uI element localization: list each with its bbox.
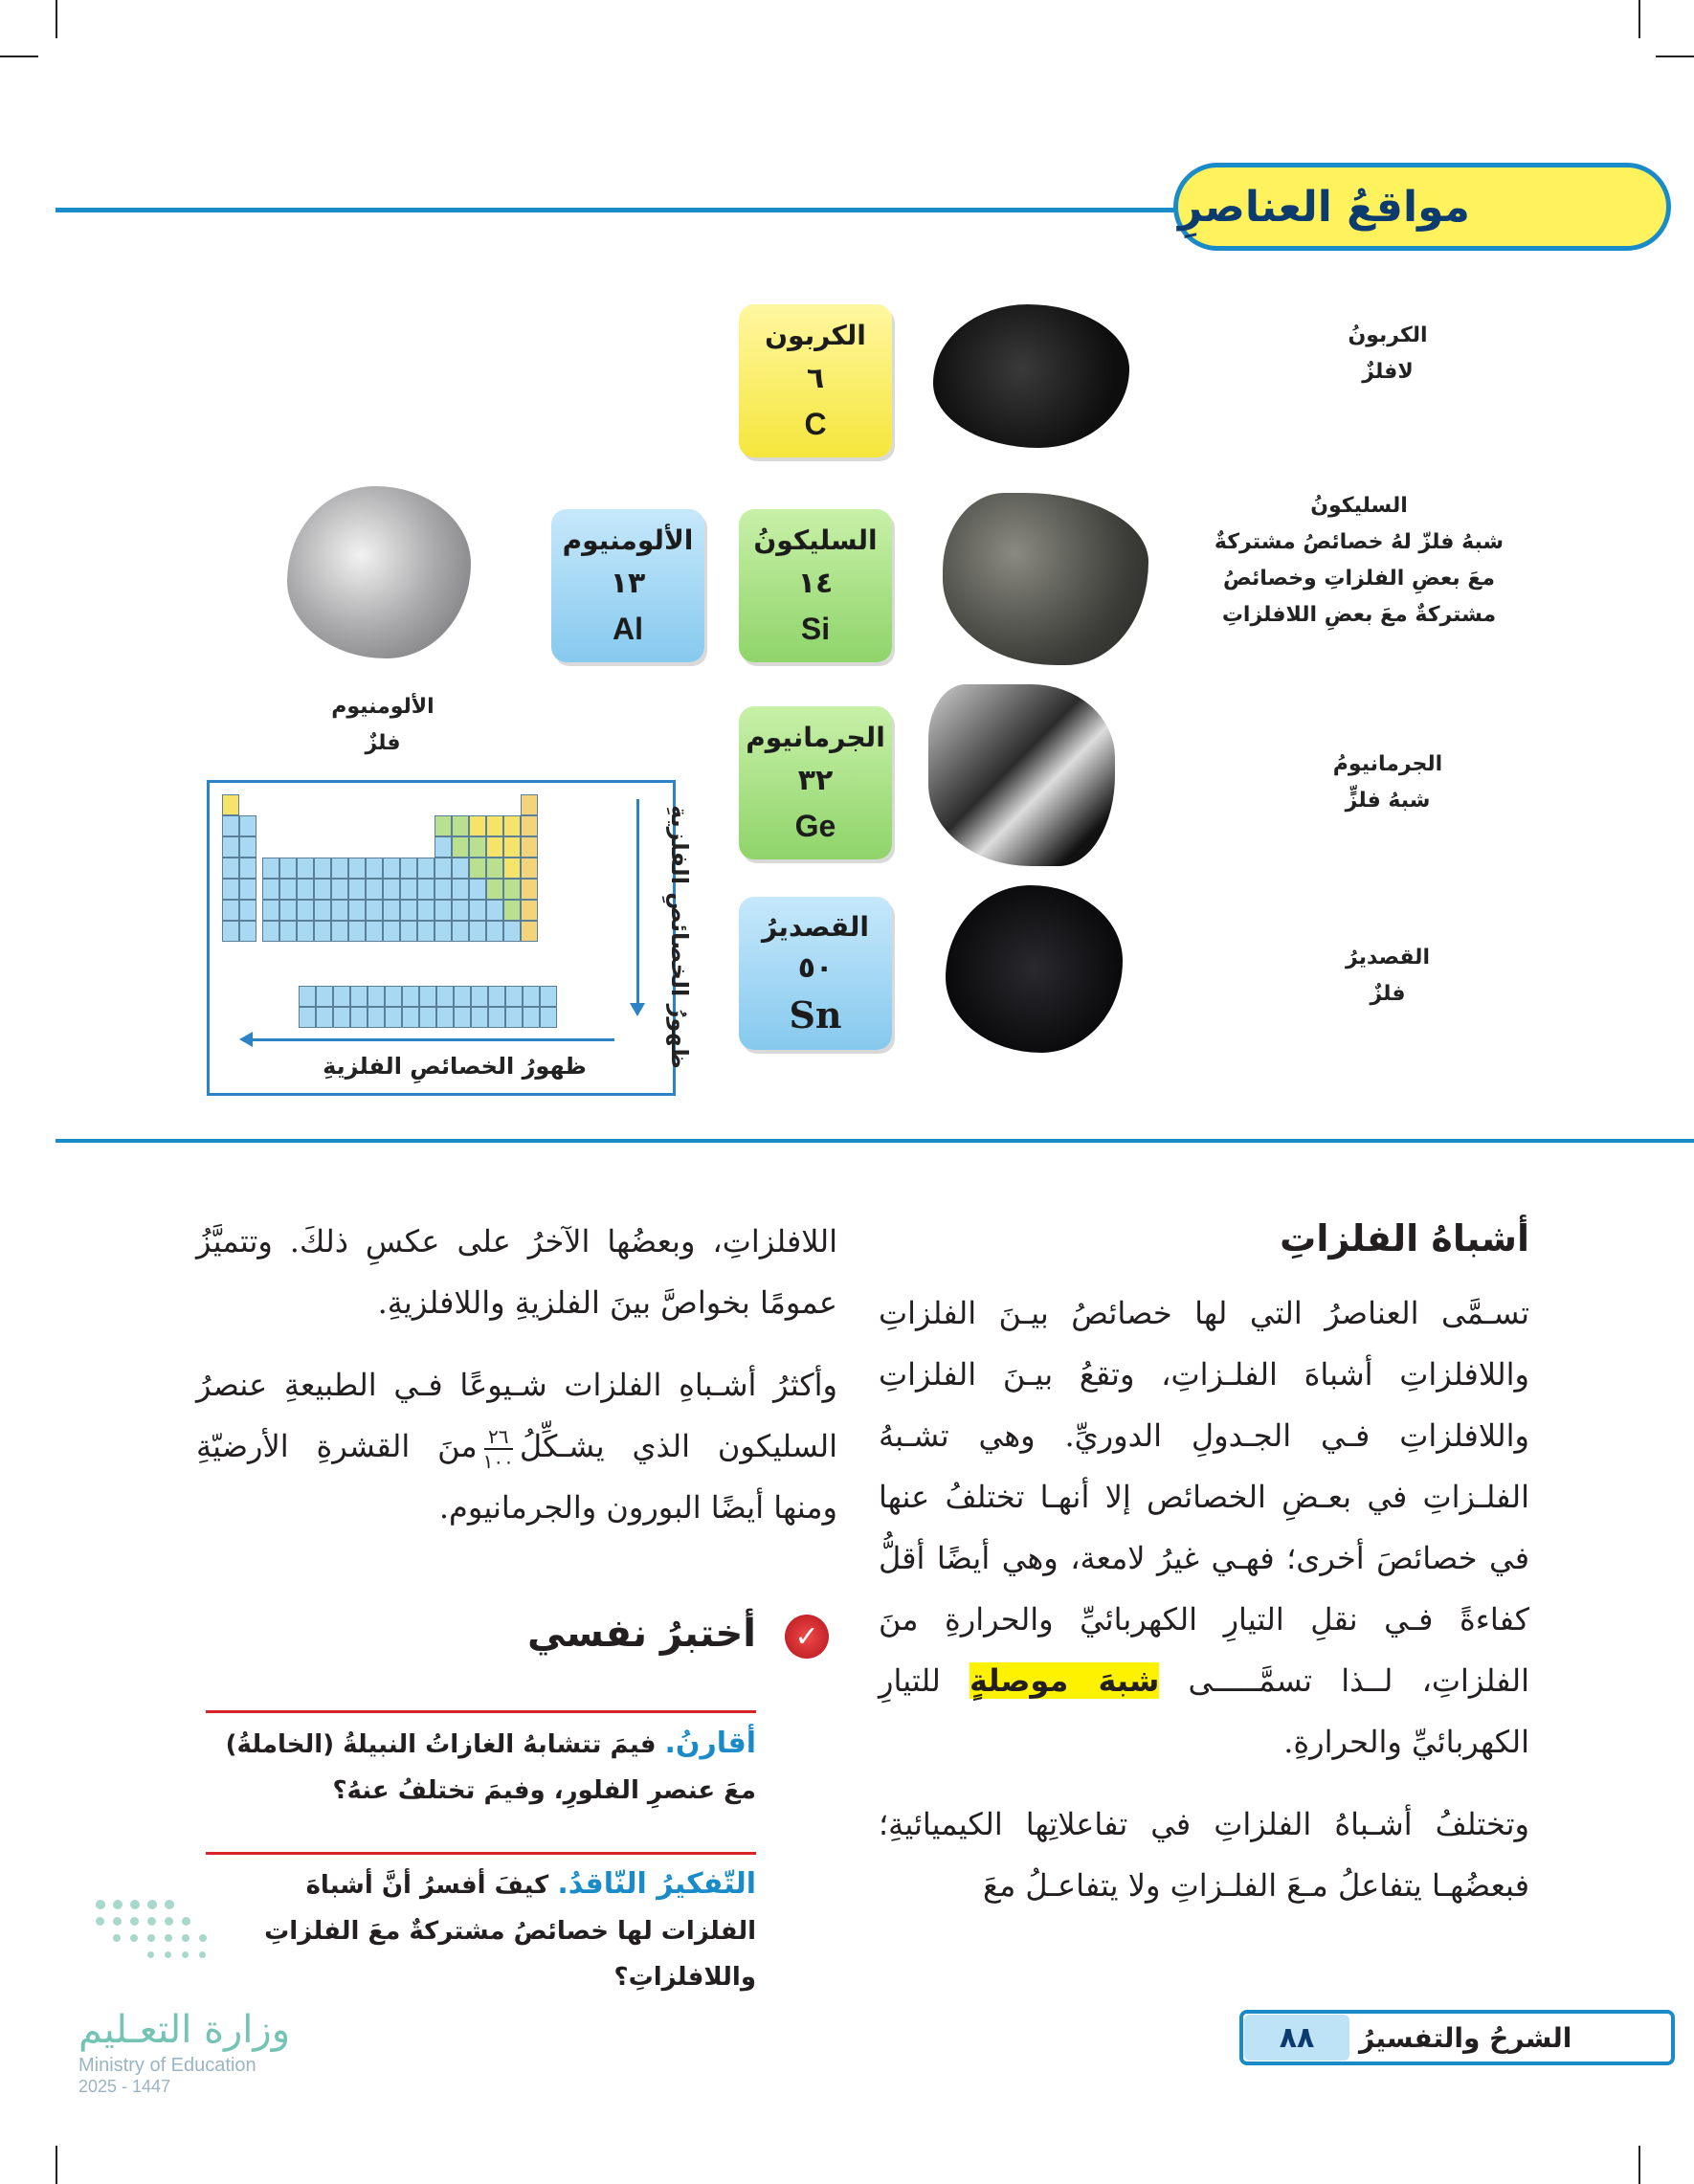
table-cell xyxy=(419,1007,436,1028)
paragraph xyxy=(196,1354,837,1538)
table-cell xyxy=(348,858,366,879)
table-cell xyxy=(222,900,239,921)
table-cell xyxy=(488,1007,505,1028)
ministry-name-en: Ministry of Education xyxy=(78,2055,256,2076)
table-cell xyxy=(279,921,297,942)
table-cell xyxy=(314,900,331,921)
right-column-text xyxy=(879,1282,1529,1937)
caption-line: الجرمانيومُ xyxy=(1332,752,1443,776)
fraction-denominator: ١٠٠ xyxy=(482,1449,514,1473)
table-cell xyxy=(454,1007,471,1028)
crop-mark xyxy=(56,2146,57,2184)
table-cell xyxy=(417,879,435,900)
element-name: الألومنيوم xyxy=(562,524,694,556)
table-cell xyxy=(262,900,279,921)
table-cell xyxy=(316,1007,333,1028)
table-cell xyxy=(366,879,383,900)
table-cell xyxy=(417,900,435,921)
table-cell xyxy=(366,858,383,879)
caption-line: معَ بعضِ الفلزاتِ وخصائصُ xyxy=(1222,567,1495,591)
element-symbol: Sn xyxy=(789,992,842,1036)
element-tile-aluminum xyxy=(551,509,704,662)
table-cell xyxy=(333,1007,350,1028)
table-cell xyxy=(503,836,521,858)
table-cell xyxy=(331,858,348,879)
table-cell xyxy=(417,858,435,879)
table-cell xyxy=(383,858,400,879)
table-cell xyxy=(471,1007,488,1028)
table-cell xyxy=(222,836,239,858)
table-cell xyxy=(523,1007,540,1028)
table-cell xyxy=(262,879,279,900)
table-cell xyxy=(350,1007,368,1028)
table-cell xyxy=(279,900,297,921)
logo-dot xyxy=(96,1900,105,1909)
table-cell xyxy=(299,1007,316,1028)
table-cell xyxy=(521,900,538,921)
element-symbol: C xyxy=(804,407,827,442)
logo-dot xyxy=(199,1934,207,1942)
caption-tin xyxy=(1273,940,1503,1013)
highlighted-term: شبهَ موصلةٍ xyxy=(970,1662,1160,1699)
horizontal-arrow-label: ظهورُ الخصائصِ الفلزيةِ xyxy=(323,1053,587,1080)
table-cell xyxy=(417,921,435,942)
table-cell xyxy=(521,836,538,858)
table-cell xyxy=(383,879,400,900)
table-cell xyxy=(521,921,538,942)
element-number: ٥٠ xyxy=(797,950,834,985)
logo-dot xyxy=(147,1900,157,1909)
element-tile-silicon xyxy=(739,509,892,662)
table-cell xyxy=(316,986,333,1007)
question-text: فيمَ تتشابهُ الغازاتُ النبيلةُ (الخاملةُ) معَ عنصرِ الفلورِ، وفيمَ تختلفُ عنهُ؟ xyxy=(225,1730,756,1805)
table-cell xyxy=(297,879,314,900)
table-cell xyxy=(452,858,469,879)
table-cell xyxy=(505,1007,523,1028)
question-divider xyxy=(206,1710,756,1713)
ministry-name-ar: وزارة التعـليم xyxy=(78,2008,291,2052)
check-icon: ✓ xyxy=(785,1615,829,1659)
silicon-sample-image xyxy=(943,493,1148,665)
crop-mark xyxy=(1638,2146,1640,2184)
table-cell xyxy=(540,986,557,1007)
carbon-sample-image xyxy=(933,304,1129,448)
question-divider xyxy=(206,1852,756,1855)
table-cell xyxy=(419,986,436,1007)
table-cell xyxy=(469,900,486,921)
table-cell xyxy=(486,858,503,879)
table-cell xyxy=(368,986,385,1007)
table-cell xyxy=(279,858,297,879)
table-cell xyxy=(521,879,538,900)
table-cell xyxy=(503,858,521,879)
table-cell xyxy=(436,986,454,1007)
caption-aluminum xyxy=(278,689,488,762)
table-cell xyxy=(540,1007,557,1028)
logo-dot xyxy=(182,1951,189,1958)
table-cell xyxy=(452,879,469,900)
footer-label: الشرحُ والتفسيرُ xyxy=(1359,2021,1572,2054)
logo-dot xyxy=(182,1917,190,1926)
table-cell xyxy=(262,921,279,942)
table-cell xyxy=(239,858,256,879)
table-cell xyxy=(521,794,538,815)
table-cell xyxy=(452,921,469,942)
table-cell xyxy=(400,921,417,942)
aluminum-sample-image xyxy=(287,486,471,658)
logo-dot xyxy=(147,1951,154,1958)
table-cell xyxy=(488,986,505,1007)
table-cell xyxy=(350,986,368,1007)
logo-dot xyxy=(165,1917,173,1926)
table-cell xyxy=(435,879,452,900)
paragraph xyxy=(879,1282,1529,1772)
caption-line: لافلزٌ xyxy=(1362,360,1414,384)
table-cell xyxy=(222,879,239,900)
logo-dot xyxy=(113,1934,121,1942)
logo-dot xyxy=(165,1900,174,1909)
element-symbol: Ge xyxy=(794,809,836,844)
element-name: السليكونُ xyxy=(753,524,878,556)
table-cell xyxy=(469,858,486,879)
element-name: القصديرُ xyxy=(762,910,869,943)
table-cell xyxy=(239,900,256,921)
logo-dot xyxy=(113,1917,122,1926)
caption-line: فلزٌ xyxy=(1370,982,1406,1006)
paragraph-text: وأكثرُ أشـباهِ الفلزات شـيوعًا فـي الطبيعةِ عنصرُ السليكون الذي يشـكِّلُ xyxy=(196,1367,837,1464)
caption-line: فلزٌ xyxy=(365,731,401,755)
divider-rule xyxy=(56,1139,1694,1143)
logo-dot xyxy=(165,1951,171,1958)
left-column-text xyxy=(196,1211,837,1559)
element-symbol: Al xyxy=(613,612,643,647)
table-cell xyxy=(262,858,279,879)
table-cell xyxy=(402,986,419,1007)
fraction xyxy=(483,1425,514,1473)
logo-dot xyxy=(147,1917,156,1926)
table-cell xyxy=(503,815,521,836)
table-cell xyxy=(279,879,297,900)
caption-line: شبهُ فلزٍّ xyxy=(1345,789,1431,813)
table-cell xyxy=(222,815,239,836)
table-cell xyxy=(239,836,256,858)
caption-line: السليكونُ xyxy=(1310,494,1408,518)
element-name: الجرمانيوم xyxy=(746,721,885,753)
header-rule xyxy=(56,208,1185,212)
caption-silicon xyxy=(1196,488,1522,634)
table-cell xyxy=(521,858,538,879)
table-cell xyxy=(400,879,417,900)
table-cell xyxy=(469,836,486,858)
table-cell xyxy=(452,815,469,836)
element-name: الكربون xyxy=(765,319,866,351)
table-cell xyxy=(402,1007,419,1028)
element-tile-carbon xyxy=(739,304,892,457)
element-tile-germanium xyxy=(739,706,892,859)
logo-dot xyxy=(165,1934,172,1942)
table-cell xyxy=(469,815,486,836)
germanium-sample-image xyxy=(928,684,1115,866)
table-cell xyxy=(503,921,521,942)
element-number: ٦ xyxy=(806,362,825,396)
table-cell xyxy=(435,836,452,858)
question-critical-thinking xyxy=(206,1861,756,2000)
table-cell xyxy=(368,1007,385,1028)
caption-line: الكربونُ xyxy=(1348,323,1428,347)
table-cell xyxy=(314,858,331,879)
crop-mark xyxy=(1656,56,1694,57)
self-test-title: أختبرُ نفسي xyxy=(527,1612,756,1656)
crop-mark xyxy=(1638,0,1640,38)
logo-dot xyxy=(130,1900,140,1909)
logo-dot xyxy=(182,1934,189,1942)
table-cell xyxy=(222,794,239,815)
logo-dot xyxy=(130,1917,139,1926)
table-cell xyxy=(297,921,314,942)
logo-dot xyxy=(96,1917,104,1926)
table-cell xyxy=(503,879,521,900)
table-cell xyxy=(503,900,521,921)
question-text: كيفَ أفسرُ أنَّ أشباهَ الفلزات لها خصائصُ مشتركةٌ معَ الفلزاتِ واللافلزاتِ؟ xyxy=(264,1871,756,1992)
table-cell xyxy=(333,986,350,1007)
table-cell xyxy=(297,900,314,921)
caption-line: القصديرُ xyxy=(1346,946,1430,969)
vertical-arrow-label: ظهورُ الخصائصِ الفلزيةِ xyxy=(666,805,693,1069)
element-tile-tin xyxy=(739,897,892,1050)
table-cell xyxy=(400,900,417,921)
table-cell xyxy=(348,879,366,900)
paragraph: اللافلزاتِ، وبعضُها الآخرُ على عكسِ ذلكَ. وتتميَّزُ عمومًا بخواصَّ بينَ الفلزيةِ واللافلزيةِ. xyxy=(196,1223,837,1321)
table-cell xyxy=(297,858,314,879)
table-cell xyxy=(454,986,471,1007)
table-cell xyxy=(385,986,402,1007)
caption-line: شبهُ فلزّ لهُ خصائصُ مشتركةٌ xyxy=(1214,530,1505,554)
table-cell xyxy=(486,815,503,836)
tin-sample-image xyxy=(946,885,1123,1053)
table-cell xyxy=(486,836,503,858)
table-cell xyxy=(452,900,469,921)
table-cell xyxy=(505,986,523,1007)
logo-dot xyxy=(113,1900,123,1909)
ministry-year: 2025 - 1447 xyxy=(78,2077,171,2096)
table-cell xyxy=(469,921,486,942)
table-cell xyxy=(385,1007,402,1028)
table-cell xyxy=(471,986,488,1007)
table-cell xyxy=(436,1007,454,1028)
table-cell xyxy=(331,921,348,942)
table-cell xyxy=(486,921,503,942)
page-title: مواقعُ العناصرِ xyxy=(1178,182,1470,232)
paragraph-text: للتيارِ الكهربائيِّ والحرارةِ. xyxy=(879,1662,1529,1760)
element-number: ١٤ xyxy=(797,567,834,601)
table-cell xyxy=(521,815,538,836)
logo-dot xyxy=(199,1951,206,1958)
page-number: ٨٨ xyxy=(1244,2015,1349,2061)
table-cell xyxy=(383,921,400,942)
table-cell xyxy=(366,921,383,942)
table-cell xyxy=(435,815,452,836)
table-cell xyxy=(486,879,503,900)
table-cell xyxy=(299,986,316,1007)
table-cell xyxy=(222,858,239,879)
vertical-arrow xyxy=(636,799,639,1005)
table-cell xyxy=(435,900,452,921)
table-cell xyxy=(348,900,366,921)
table-cell xyxy=(239,921,256,942)
element-number: ٣٢ xyxy=(797,764,834,798)
table-cell xyxy=(222,921,239,942)
table-cell xyxy=(314,879,331,900)
section-title-tab xyxy=(1173,163,1671,251)
table-cell xyxy=(239,815,256,836)
table-cell xyxy=(435,921,452,942)
caption-line: الألومنيوم xyxy=(331,695,435,719)
paragraph-text: منَ القشرةِ الأرضيّةِ ومنها أيضًا البورون والجرمانيوم. xyxy=(196,1428,837,1526)
paragraph: وتختلفُ أشـباهُ الفلزاتِ في تفاعلاتِها الكيميائيةِ؛ فبعضُهـا يتفاعلُ مـعَ الفلـزاتِ ولا يتفاعـلُ معَ xyxy=(879,1806,1529,1904)
question-compare xyxy=(206,1721,756,1814)
horizontal-arrow xyxy=(251,1038,614,1041)
crop-mark xyxy=(0,56,38,57)
table-cell xyxy=(348,921,366,942)
table-cell xyxy=(400,858,417,879)
table-cell xyxy=(331,879,348,900)
table-cell xyxy=(331,900,348,921)
logo-dot xyxy=(147,1934,155,1942)
section-heading: أشباهُ الفلزاتِ xyxy=(1280,1217,1529,1259)
caption-carbon xyxy=(1273,318,1503,390)
question-key: التّفكيرُ النّاقدُ. xyxy=(557,1867,756,1901)
table-cell xyxy=(469,879,486,900)
table-cell xyxy=(314,921,331,942)
table-cell xyxy=(239,879,256,900)
table-cell xyxy=(383,900,400,921)
table-cell xyxy=(435,858,452,879)
question-key: أقارنُ. xyxy=(664,1727,756,1760)
element-symbol: Si xyxy=(800,612,831,647)
table-cell xyxy=(486,900,503,921)
crop-mark xyxy=(56,0,57,38)
caption-germanium xyxy=(1273,747,1503,819)
logo-dot xyxy=(130,1934,138,1942)
table-cell xyxy=(366,900,383,921)
paragraph-text: تسـمَّى العناصرُ التي لها خصائصُ بيـنَ الفلزاتِ واللافلزاتِ أشباهَ الفلـزاتِ، وتقعُ بيـنَ الفلزاتِ واللافلزاتِ فـي الجـدولِ الدوريِّ. وهي تشـبهُ الفلـزاتِ في بعـضِ الخصائص إلا أنهـا تختلفُ عنها في خصائصَ أخرى؛ فهـي غيرُ لامعة، وهي أيضًا أقلُّ كفاءةً فـي نقلِ التيارِ الكهربائيِّ والحرارةِ منَ الفلزاتِ، لــذا تسمَّـــــى xyxy=(879,1295,1529,1699)
table-cell xyxy=(523,986,540,1007)
fraction-numerator: ٢٦ xyxy=(484,1425,512,1450)
caption-line: مشتركةٌ معَ بعضِ اللافلزاتِ xyxy=(1221,603,1497,627)
table-cell xyxy=(452,836,469,858)
element-number: ١٣ xyxy=(610,567,646,601)
